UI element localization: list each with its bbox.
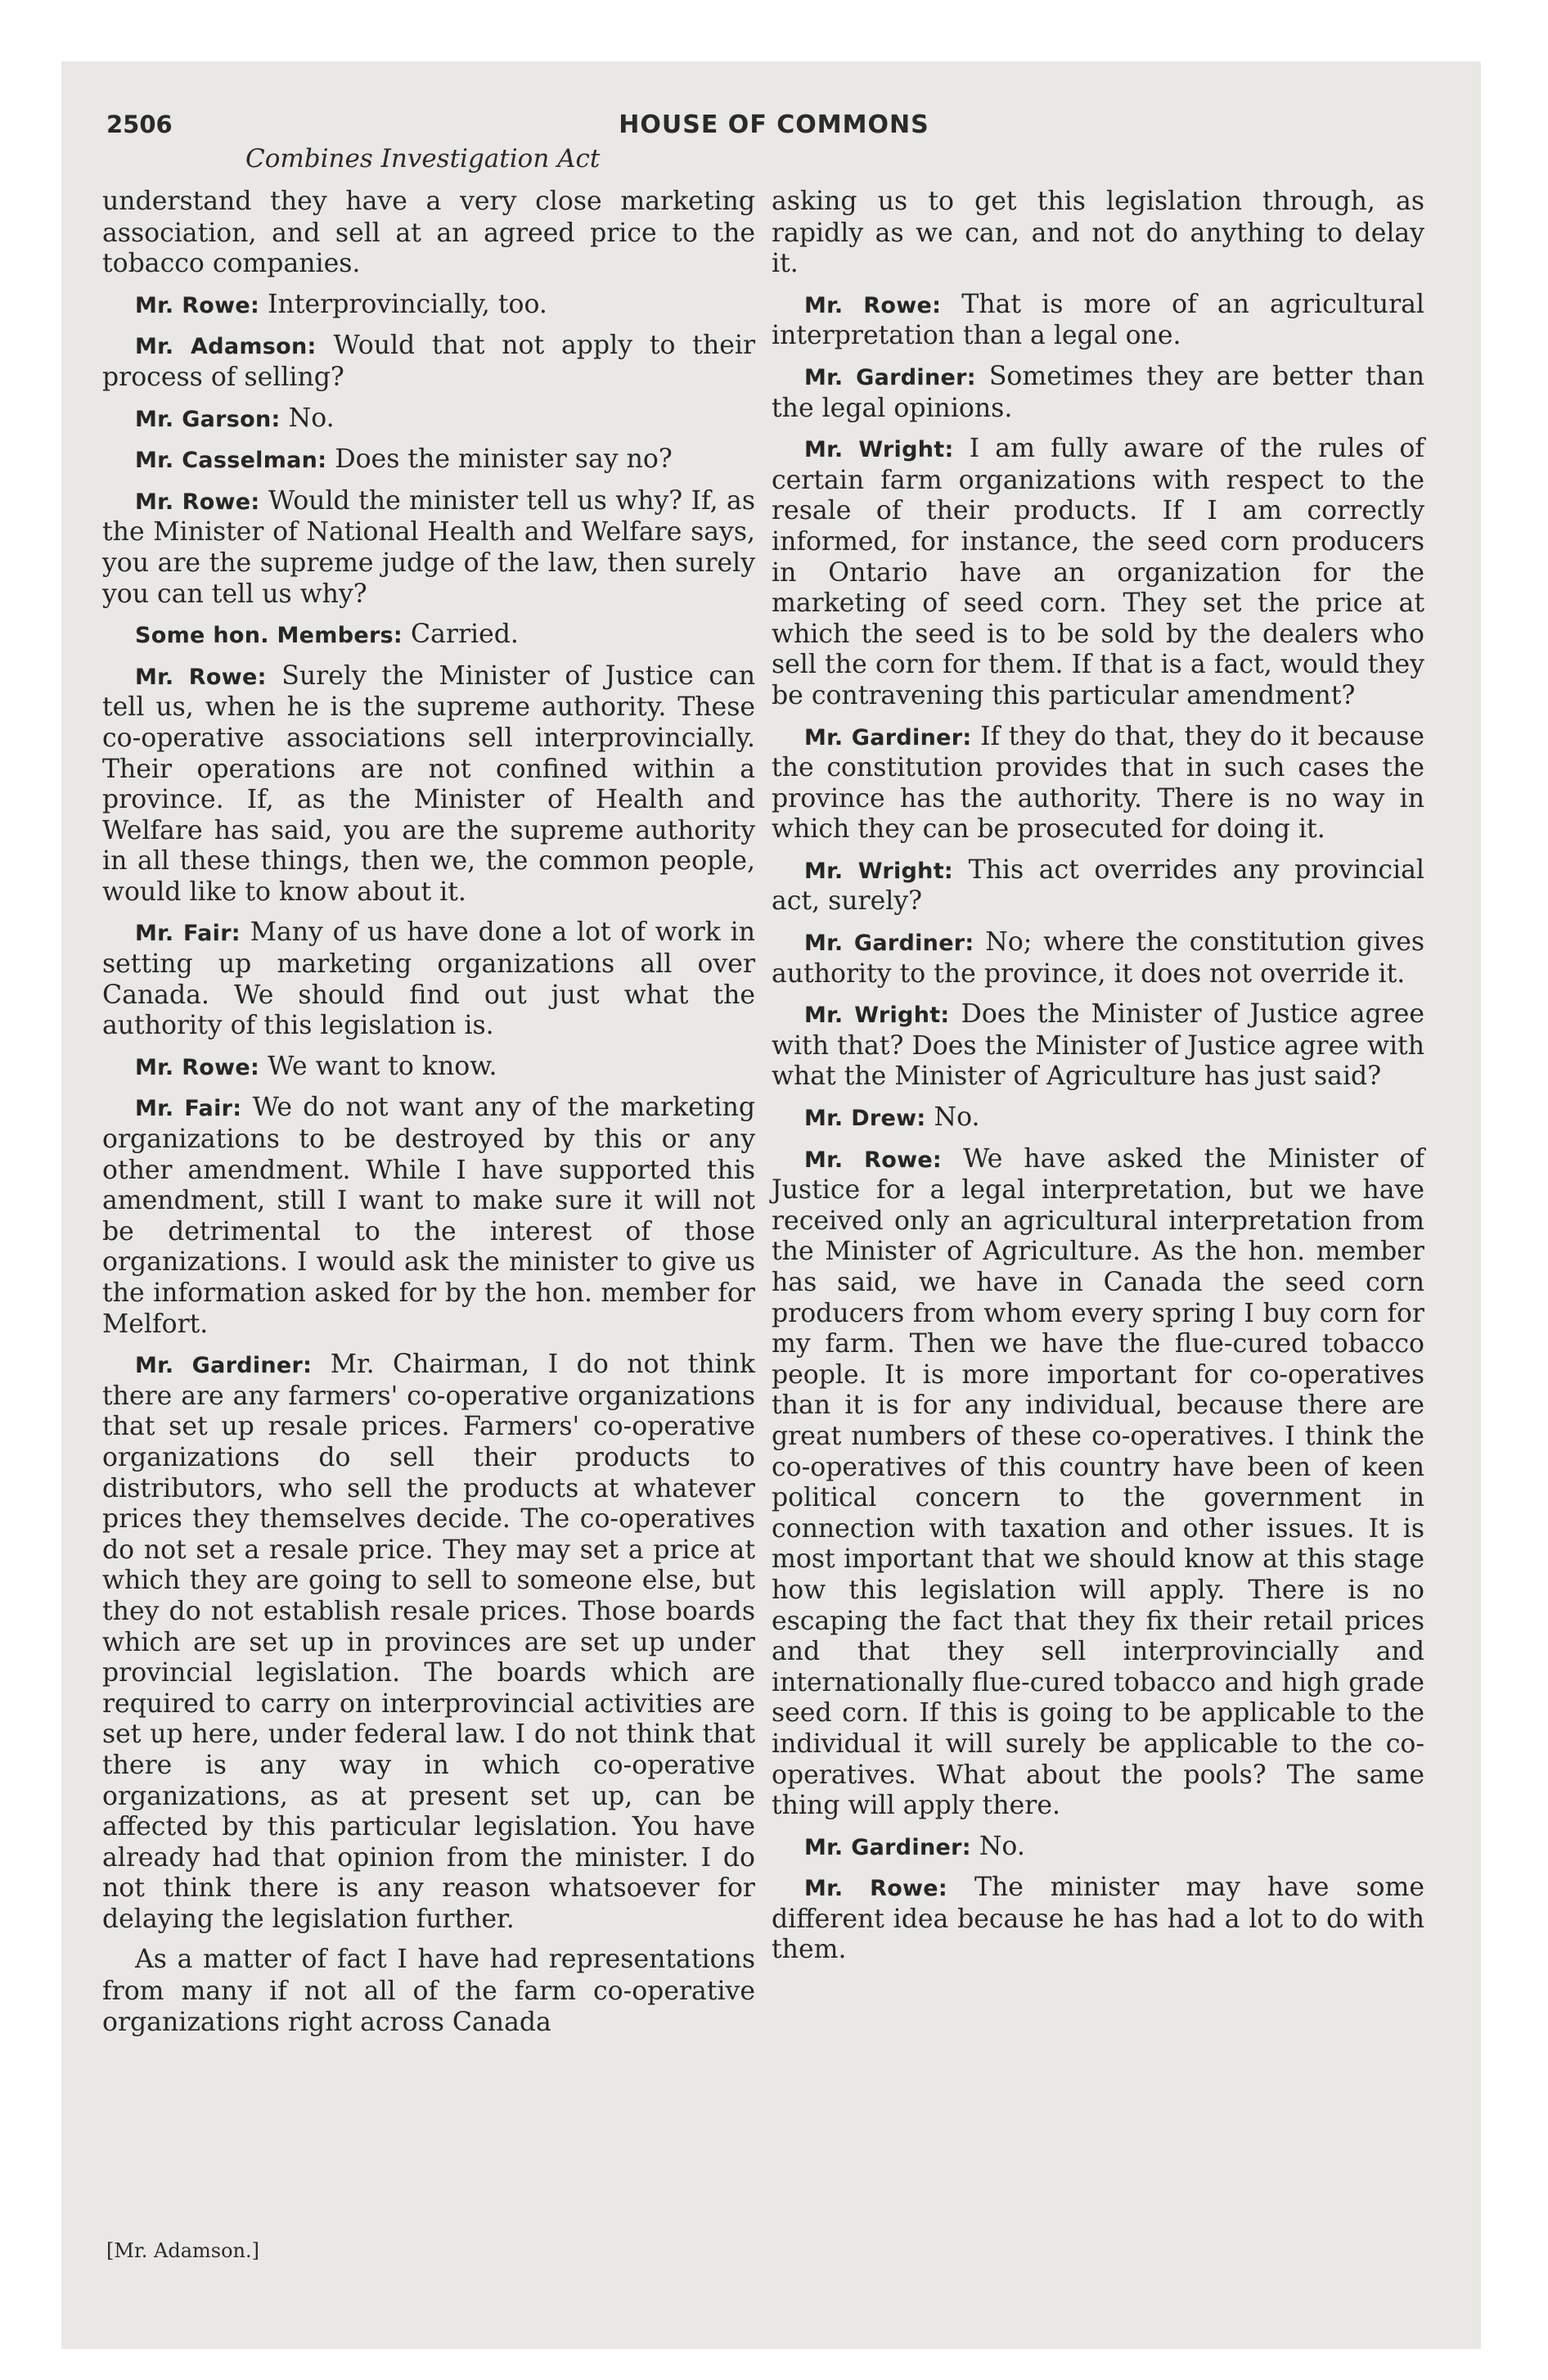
speech: Interprovincially, too. <box>268 289 547 319</box>
paragraph <box>102 1052 755 1084</box>
speaker: Mr. Gardiner: <box>804 364 976 390</box>
paragraph <box>772 187 1424 280</box>
paragraph <box>102 187 755 280</box>
speech: No. <box>934 1102 980 1133</box>
speech: We have asked the Minister of Justice for a legal interpretation, but we have received only an agricultural interpretation from the Minister of Agriculture. As the hon. member has said, we have in Canada the seed corn producers from whom every spring I buy corn for my farm. Then we have the flue-cured tobacco people. It is more important for co-operatives than it is for any individual, because there are great numbers of these co-operatives. I think the co-operatives of this country have been of keen political concern to the government in connection with taxation and other issues. It is most important that we should know at this stage how this legislation will apply. There is no escaping the fact that they fix their retail prices and that they sell interprovincially and internationally flue-cured tobacco and high grade seed corn. If this is going to be applicable to the individual it will surely be applicable to the co-operatives. What about the pools? The same thing will apply there. <box>772 1143 1424 1821</box>
paragraph <box>102 620 755 651</box>
speaker: Mr. Wright: <box>804 858 954 884</box>
page-subtitle: Combines Investigation Act <box>245 144 601 174</box>
speaker: Mr. Rowe: <box>135 489 260 515</box>
speaker: Mr. Rowe: <box>135 292 260 318</box>
speech: No. <box>979 1831 1025 1861</box>
speaker: Mr. Rowe: <box>804 292 942 318</box>
speaker: Mr. Wright: <box>804 437 954 463</box>
paragraph <box>102 1093 755 1340</box>
speaker: Mr. Fair: <box>135 921 241 947</box>
speech: That is more of an agricultural interpretation than a legal one. <box>772 289 1424 351</box>
speech: We want to know. <box>268 1051 497 1081</box>
speaker: Mr. Gardiner: <box>804 1834 971 1860</box>
speaker: Mr. Rowe: <box>135 1054 260 1080</box>
paragraph <box>102 486 755 610</box>
paragraph <box>102 331 755 393</box>
page-title: HOUSE OF COMMONS <box>619 110 929 139</box>
speech: Would that not apply to their process of selling? <box>102 331 756 392</box>
paragraph <box>772 1144 1424 1822</box>
paragraph <box>102 403 755 435</box>
paragraph <box>772 434 1424 711</box>
paragraph <box>102 444 755 476</box>
paragraph <box>772 1873 1424 1966</box>
speech: Would the minister tell us why? If, as the Minister of National Health and Welfare says, you are the supreme judge of the law, then surely you can tell us why? <box>102 485 755 609</box>
paragraph <box>102 661 755 908</box>
speaker: Mr. Gardiner: <box>804 931 974 957</box>
speech: If they do that, they do it because the constitution provides that in such cases the province has the authority. There is no way in which they can be prosecuted for doing it. <box>772 721 1424 845</box>
paragraph <box>102 1350 755 1935</box>
paragraph <box>772 1832 1424 1864</box>
right-column <box>772 187 1424 1976</box>
speech: Carried. <box>411 620 519 650</box>
page-number: 2506 <box>106 110 173 138</box>
paragraph <box>772 722 1424 845</box>
speaker: Mr. Fair: <box>135 1096 242 1122</box>
speaker: Mr. Gardiner: <box>804 724 972 751</box>
speech: No. <box>288 403 335 433</box>
speech: Sometimes they are better than the legal opinions. <box>772 361 1425 423</box>
speech: As a matter of fact I have had representations from many if not all of the farm co-operative organizations right across Canada <box>102 1945 755 2037</box>
paragraph <box>772 999 1424 1093</box>
speech: Does the minister say no? <box>335 444 673 475</box>
speaker: Some hon. Members: <box>135 623 403 649</box>
speech: Does the Minister of Justice agree with that? Does the Minister of Justice agree with what the Minister of Agriculture has just said? <box>772 999 1424 1092</box>
paragraph <box>772 290 1424 352</box>
paragraph <box>772 855 1424 917</box>
speech: The minister may have some different idea because he has had a lot to do with them. <box>772 1873 1424 1965</box>
speaker: Mr. Drew: <box>804 1106 926 1132</box>
paragraph <box>772 362 1424 424</box>
left-column <box>102 187 755 2048</box>
page-footer-speaker: [Mr. Adamson.] <box>106 2239 260 2262</box>
speech: Many of us have done a lot of work in setting up marketing organizations all over Canada. We should find out just what the authority of this legislation is. <box>102 917 755 1041</box>
speaker: Mr. Rowe: <box>804 1876 947 1902</box>
speaker: Mr. Gardiner: <box>135 1353 313 1379</box>
speech: Mr. Chairman, I do not think there are any farmers' co-operative organizations that set up resale prices. Farmers' co-operative organizations do sell their products to distributors, who sell the products at whatever prices they themselves decide. The co-operatives do not set a resale price. They may set a price at which they are going to sell to someone else, but they do not establish resale prices. Those boards which are set up in provinces are set up under provincial legislation. The boards which are required to carry on interprovincial activities are set up here, under federal law. I do not think that there is any way in which co-operative organizations, as at present set up, can be affected by this particular legislation. You have already had that opinion from the minister. I do not think there is any reason whatsoever for delaying the legislation further. <box>102 1350 756 1934</box>
speech: No; where the constitution gives authority to the province, it does not override it. <box>772 927 1424 989</box>
speech: We do not want any of the marketing organizations to be destroyed by this or any other amendment. While I have supported this amendment, still I want to make sure it will not be detrimental to the interest of those organizations. I would ask the minister to give us the information asked for by the hon. member for Melfort. <box>102 1093 756 1339</box>
paragraph <box>102 290 755 322</box>
speaker: Mr. Rowe: <box>135 664 267 690</box>
speaker: Mr. Rowe: <box>804 1147 943 1173</box>
speaker: Mr. Wright: <box>804 1003 950 1029</box>
paragraph <box>102 1945 755 2038</box>
speaker: Mr. Garson: <box>135 406 281 432</box>
speaker: Mr. Adamson: <box>135 334 317 360</box>
speech: I am fully aware of the rules of certain farm organizations with respect to the resale of their products. If I am correctly informed, for instance, the seed corn producers in Ontario have an organization for the marketing of seed corn. They set the price at which the seed is to be sold by the dealers who sell the corn for them. If that is a fact, would they be contravening this particular amendment? <box>772 434 1425 710</box>
paragraph <box>772 1102 1424 1134</box>
paragraph <box>102 917 755 1041</box>
speaker: Mr. Casselman: <box>135 448 327 474</box>
speech: understand they have a very close marketing association, and sell at an agreed price to the tobacco companies. <box>102 187 755 279</box>
paragraph <box>772 927 1424 989</box>
speech: Surely the Minister of Justice can tell us, when he is the supreme authority. These co-operative associations sell interprovincially. Their operations are not confined within a province. If, as the Minister of Health and Welfare has said, you are the supreme authority in all these things, then we, the common people, would like to know about it. <box>102 660 755 907</box>
speech: asking us to get this legislation through, as rapidly as we can, and not do anything to delay it. <box>772 187 1424 279</box>
speech: This act overrides any provincial act, surely? <box>772 854 1425 917</box>
